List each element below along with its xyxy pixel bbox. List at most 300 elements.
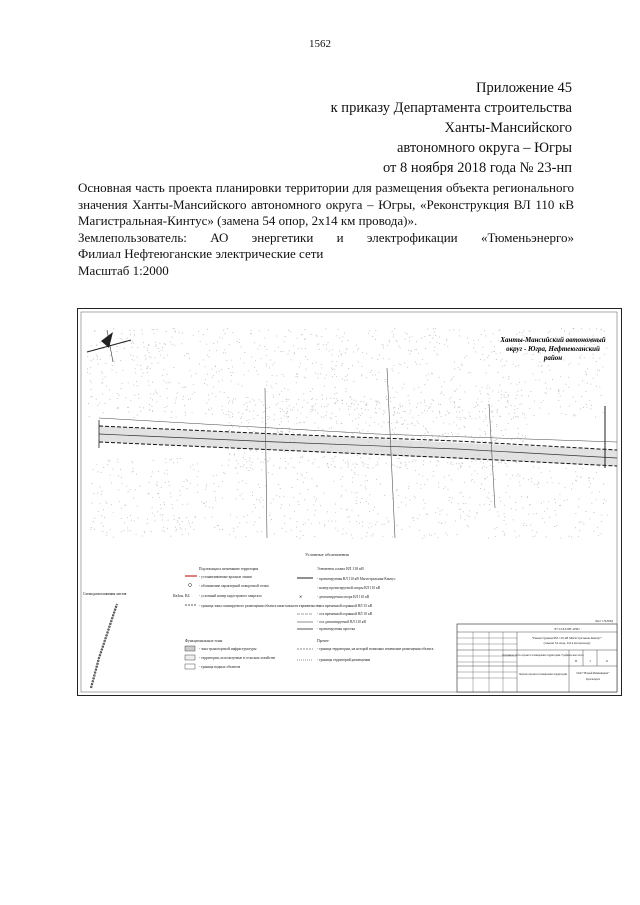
terrain-dot <box>131 461 132 462</box>
terrain-dot <box>351 492 352 493</box>
terrain-dot <box>288 354 289 355</box>
terrain-dot <box>504 365 505 366</box>
terrain-dot <box>356 521 357 522</box>
terrain-dot <box>548 365 549 366</box>
terrain-dot <box>352 510 353 511</box>
terrain-dot <box>96 399 97 400</box>
terrain-dot <box>457 534 458 535</box>
terrain-dot <box>379 408 380 409</box>
terrain-dot <box>546 393 547 394</box>
terrain-dot <box>297 410 298 411</box>
terrain-dot <box>138 518 139 519</box>
terrain-dot <box>105 376 106 377</box>
terrain-dot <box>419 474 420 475</box>
terrain-dot <box>299 434 300 435</box>
terrain-dot <box>249 411 250 412</box>
terrain-dot <box>314 536 315 537</box>
terrain-dot <box>497 527 498 528</box>
terrain-dot <box>332 361 333 362</box>
terrain-dot <box>259 331 260 332</box>
terrain-dot <box>530 504 531 505</box>
terrain-dot <box>349 414 350 415</box>
terrain-dot <box>91 396 92 397</box>
terrain-dot <box>467 515 468 516</box>
terrain-dot <box>251 330 252 331</box>
terrain-dot <box>397 489 398 490</box>
terrain-dot <box>255 405 256 406</box>
terrain-dot <box>260 502 261 503</box>
terrain-dot <box>523 441 524 442</box>
terrain-dot <box>135 373 136 374</box>
terrain-dot <box>251 465 252 466</box>
terrain-dot <box>343 336 344 337</box>
terrain-dot <box>326 349 327 350</box>
terrain-dot <box>209 507 210 508</box>
terrain-dot <box>280 458 281 459</box>
terrain-dot <box>506 492 507 493</box>
terrain-dot <box>164 358 165 359</box>
terrain-dot <box>227 328 228 329</box>
terrain-dot <box>575 471 576 472</box>
terrain-dot <box>414 389 415 390</box>
terrain-dot <box>286 413 287 414</box>
terrain-dot <box>516 509 517 510</box>
terrain-dot <box>104 517 105 518</box>
terrain-dot <box>424 400 425 401</box>
terrain-dot <box>101 472 102 473</box>
terrain-dot <box>261 358 262 359</box>
terrain-dot <box>532 359 533 360</box>
terrain-dot <box>327 434 328 435</box>
terrain-dot <box>414 349 415 350</box>
terrain-dot <box>424 433 425 434</box>
terrain-dot <box>470 372 471 373</box>
terrain-dot <box>305 329 306 330</box>
terrain-dot <box>222 481 223 482</box>
terrain-dot <box>482 354 483 355</box>
terrain-dot <box>581 355 582 356</box>
terrain-dot <box>306 417 307 418</box>
terrain-dot <box>490 465 491 466</box>
terrain-dot <box>268 428 269 429</box>
terrain-dot <box>335 456 336 457</box>
terrain-dot <box>101 523 102 524</box>
terrain-dot <box>261 497 262 498</box>
terrain-dot <box>262 418 263 419</box>
terrain-dot <box>575 480 576 481</box>
terrain-dot <box>316 335 317 336</box>
terrain-dot <box>382 345 383 346</box>
terrain-dot <box>182 521 183 522</box>
terrain-dot <box>581 396 582 397</box>
terrain-dot <box>362 413 363 414</box>
terrain-dot <box>558 400 559 401</box>
terrain-dot <box>300 462 301 463</box>
terrain-dot <box>215 500 216 501</box>
terrain-dot <box>272 375 273 376</box>
terrain-dot <box>498 372 499 373</box>
terrain-dot <box>569 333 570 334</box>
terrain-dot <box>445 433 446 434</box>
terrain-dot <box>559 483 560 484</box>
terrain-dot <box>524 414 525 415</box>
terrain-dot <box>547 508 548 509</box>
terrain-dot <box>324 378 325 379</box>
terrain-dot <box>160 514 161 515</box>
terrain-dot <box>312 478 313 479</box>
terrain-dot <box>416 407 417 408</box>
terrain-dot <box>573 415 574 416</box>
terrain-dot <box>439 412 440 413</box>
terrain-dot <box>232 426 233 427</box>
terrain-dot <box>459 412 460 413</box>
terrain-dot <box>471 436 472 437</box>
terrain-dot <box>303 535 304 536</box>
stamp-title-line: "Реконструкция ВЛ 110 кВ Магистральная-Кинтус" <box>531 636 603 640</box>
terrain-dot <box>486 372 487 373</box>
terrain-dot <box>475 352 476 353</box>
terrain-dot <box>379 402 380 403</box>
terrain-dot <box>598 535 599 536</box>
terrain-dot <box>351 399 352 400</box>
terrain-dot <box>599 370 600 371</box>
terrain-dot <box>236 517 237 518</box>
terrain-dot <box>229 344 230 345</box>
terrain-dot <box>252 495 253 496</box>
terrain-dot <box>236 498 237 499</box>
terrain-dot <box>492 422 493 423</box>
terrain-dot <box>430 461 431 462</box>
terrain-dot <box>334 481 335 482</box>
terrain-dot <box>484 478 485 479</box>
terrain-dot <box>273 499 274 500</box>
terrain-dot <box>112 370 113 371</box>
terrain-dot <box>321 364 322 365</box>
terrain-dot <box>546 388 547 389</box>
terrain-dot <box>550 331 551 332</box>
terrain-dot <box>412 336 413 337</box>
terrain-dot <box>303 422 304 423</box>
terrain-dot <box>132 341 133 342</box>
terrain-dot <box>327 466 328 467</box>
terrain-dot <box>326 406 327 407</box>
terrain-dot <box>152 507 153 508</box>
terrain-dot <box>315 373 316 374</box>
terrain-dot <box>544 511 545 512</box>
terrain-dot <box>394 412 395 413</box>
terrain-dot <box>430 342 431 343</box>
terrain-dot <box>441 416 442 417</box>
terrain-dot <box>483 463 484 464</box>
terrain-dot <box>255 507 256 508</box>
terrain-dot <box>372 358 373 359</box>
terrain-dot <box>430 406 431 407</box>
terrain-dot <box>405 462 406 463</box>
terrain-dot <box>369 330 370 331</box>
terrain-dot <box>294 511 295 512</box>
terrain-dot <box>486 467 487 468</box>
terrain-dot <box>266 366 267 367</box>
terrain-dot <box>164 504 165 505</box>
terrain-dot <box>455 521 456 522</box>
terrain-dot <box>603 484 604 485</box>
terrain-dot <box>500 416 501 417</box>
terrain-dot <box>105 501 106 502</box>
terrain-dot <box>383 347 384 348</box>
terrain-dot <box>337 393 338 394</box>
terrain-dot <box>528 396 529 397</box>
terrain-dot <box>371 399 372 400</box>
terrain-dot <box>487 477 488 478</box>
terrain-dot <box>170 459 171 460</box>
terrain-dot <box>440 404 441 405</box>
terrain-dot <box>604 331 605 332</box>
document-body <box>78 180 574 279</box>
terrain-dot <box>189 523 190 524</box>
terrain-dot <box>219 529 220 530</box>
terrain-dot <box>417 364 418 365</box>
terrain-dot <box>294 468 295 469</box>
terrain-dot <box>172 508 173 509</box>
terrain-dot <box>468 342 469 343</box>
terrain-dot <box>573 328 574 329</box>
terrain-dot <box>128 382 129 383</box>
terrain-dot <box>521 395 522 396</box>
terrain-dot <box>376 404 377 405</box>
terrain-dot <box>425 336 426 337</box>
terrain-dot <box>282 374 283 375</box>
terrain-dot <box>304 339 305 340</box>
terrain-dot <box>492 412 493 413</box>
terrain-dot <box>312 388 313 389</box>
terrain-dot <box>160 343 161 344</box>
terrain-dot <box>506 463 507 464</box>
terrain-dot <box>88 403 89 404</box>
terrain-dot <box>286 401 287 402</box>
terrain-dot <box>94 518 95 519</box>
terrain-dot <box>103 348 104 349</box>
terrain-dot <box>444 382 445 383</box>
terrain-dot <box>392 331 393 332</box>
terrain-dot <box>277 431 278 432</box>
terrain-dot <box>314 497 315 498</box>
terrain-dot <box>161 487 162 488</box>
terrain-dot <box>416 341 417 342</box>
terrain-dot <box>469 497 470 498</box>
terrain-dot <box>173 515 174 516</box>
terrain-dot <box>383 536 384 537</box>
terrain-dot <box>365 405 366 406</box>
terrain-dot <box>464 417 465 418</box>
terrain-dot <box>170 342 171 343</box>
terrain-dot <box>527 497 528 498</box>
terrain-dot <box>334 369 335 370</box>
terrain-dot <box>300 363 301 364</box>
terrain-dot <box>373 510 374 511</box>
title-line: Магистральная-Кинтус» (замена 54 опор, 2х14 км провода)». <box>78 213 418 228</box>
terrain-dot <box>433 471 434 472</box>
terrain-dot <box>569 405 570 406</box>
terrain-dot <box>550 370 551 371</box>
terrain-dot <box>355 467 356 468</box>
terrain-dot <box>154 516 155 517</box>
terrain-dot <box>239 522 240 523</box>
terrain-dot <box>374 507 375 508</box>
terrain-dot <box>346 349 347 350</box>
terrain-dot <box>223 330 224 331</box>
terrain-dot <box>287 408 288 409</box>
terrain-dot <box>296 527 297 528</box>
terrain-dot <box>209 399 210 400</box>
terrain-dot <box>137 415 138 416</box>
terrain-dot <box>244 363 245 364</box>
terrain-dot <box>365 409 366 410</box>
terrain-dot <box>489 504 490 505</box>
terrain-dot <box>246 522 247 523</box>
terrain-dot <box>500 353 501 354</box>
terrain-dot <box>508 379 509 380</box>
terrain-dot <box>401 417 402 418</box>
terrain-dot <box>522 332 523 333</box>
terrain-dot <box>435 328 436 329</box>
terrain-dot <box>336 402 337 403</box>
terrain-dot <box>286 399 287 400</box>
terrain-dot <box>279 424 280 425</box>
terrain-dot <box>188 533 189 534</box>
terrain-dot <box>328 467 329 468</box>
terrain-dot <box>365 435 366 436</box>
terrain-dot <box>335 512 336 513</box>
terrain-dot <box>434 331 435 332</box>
terrain-dot <box>485 441 486 442</box>
terrain-dot <box>419 530 420 531</box>
terrain-dot <box>312 410 313 411</box>
terrain-dot <box>412 461 413 462</box>
terrain-dot <box>130 334 131 335</box>
terrain-dot <box>388 522 389 523</box>
terrain-dot <box>241 422 242 423</box>
terrain-dot <box>172 344 173 345</box>
terrain-dot <box>132 462 133 463</box>
terrain-dot <box>439 343 440 344</box>
terrain-dot <box>321 368 322 369</box>
terrain-dot <box>168 520 169 521</box>
terrain-dot <box>212 413 213 414</box>
terrain-dot <box>294 354 295 355</box>
terrain-dot <box>238 412 239 413</box>
terrain-dot <box>234 455 235 456</box>
terrain-dot <box>518 433 519 434</box>
terrain-dot <box>460 467 461 468</box>
terrain-dot <box>157 482 158 483</box>
terrain-dot <box>222 406 223 407</box>
terrain-dot <box>225 473 226 474</box>
terrain-dot <box>415 361 416 362</box>
terrain-dot <box>459 407 460 408</box>
terrain-dot <box>136 474 137 475</box>
terrain-dot <box>266 423 267 424</box>
terrain-dot <box>368 431 369 432</box>
terrain-dot <box>327 463 328 464</box>
terrain-dot <box>310 411 311 412</box>
terrain-dot <box>206 484 207 485</box>
terrain-dot <box>288 390 289 391</box>
terrain-dot <box>438 483 439 484</box>
terrain-dot <box>166 331 167 332</box>
terrain-dot <box>277 336 278 337</box>
terrain-dot <box>504 535 505 536</box>
terrain-dot <box>326 412 327 413</box>
title-line: Основная часть проекта планировки территории для размещения объекта регионального <box>78 180 574 195</box>
terrain-dot <box>374 422 375 423</box>
terrain-dot <box>308 460 309 461</box>
terrain-dot <box>329 428 330 429</box>
terrain-dot <box>575 513 576 514</box>
terrain-dot <box>321 336 322 337</box>
terrain-dot <box>211 408 212 409</box>
terrain-dot <box>182 333 183 334</box>
terrain-dot <box>471 461 472 462</box>
terrain-dot <box>376 435 377 436</box>
terrain-dot <box>523 331 524 332</box>
terrain-dot <box>420 484 421 485</box>
terrain-dot <box>558 393 559 394</box>
terrain-dot <box>346 391 347 392</box>
terrain-dot <box>542 372 543 373</box>
terrain-dot <box>519 382 520 383</box>
terrain-dot <box>462 365 463 366</box>
terrain-dot <box>174 519 175 520</box>
terrain-dot <box>245 536 246 537</box>
terrain-dot <box>269 407 270 408</box>
legend-item: - граница зоны планируемого размещения объекта капитального строительства <box>199 604 321 608</box>
terrain-dot <box>454 401 455 402</box>
terrain-dot <box>435 533 436 534</box>
terrain-dot <box>473 340 474 341</box>
terrain-dot <box>324 525 325 526</box>
terrain-dot <box>177 458 178 459</box>
terrain-dot <box>576 480 577 481</box>
terrain-dot <box>596 472 597 473</box>
terrain-dot <box>508 413 509 414</box>
terrain-dot <box>440 514 441 515</box>
terrain-dot <box>103 467 104 468</box>
terrain-dot <box>601 533 602 534</box>
terrain-dot <box>352 365 353 366</box>
terrain-dot <box>113 328 114 329</box>
terrain-dot <box>229 534 230 535</box>
terrain-dot <box>536 532 537 533</box>
terrain-dot <box>552 482 553 483</box>
terrain-dot <box>348 467 349 468</box>
terrain-dot <box>193 465 194 466</box>
terrain-dot <box>580 358 581 359</box>
terrain-dot <box>387 345 388 346</box>
terrain-dot <box>492 495 493 496</box>
terrain-dot <box>372 336 373 337</box>
terrain-dot <box>396 421 397 422</box>
legend-code: КвЗон. В4 <box>173 594 190 598</box>
terrain-dot <box>103 531 104 532</box>
terrain-dot <box>336 423 337 424</box>
terrain-dot <box>122 483 123 484</box>
terrain-dot <box>357 455 358 456</box>
terrain-dot <box>219 371 220 372</box>
terrain-dot <box>409 462 410 463</box>
terrain-dot <box>494 528 495 529</box>
terrain-dot <box>319 349 320 350</box>
terrain-dot <box>491 411 492 412</box>
